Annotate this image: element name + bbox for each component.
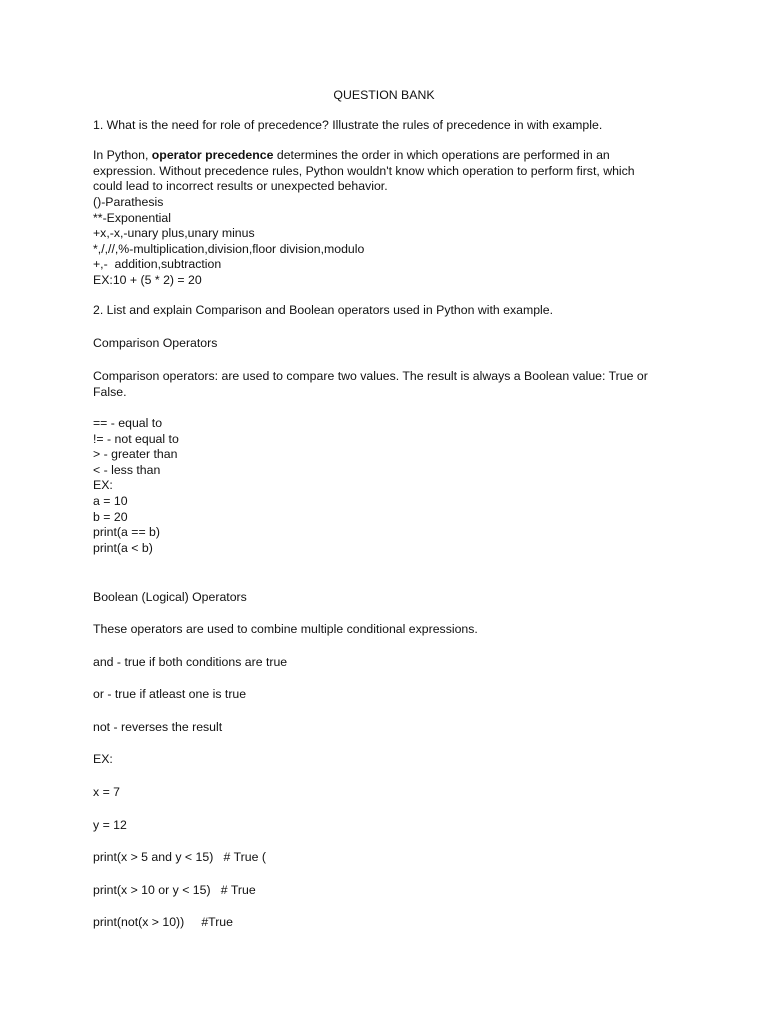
comparison-item: print(a < b) [93, 540, 153, 555]
comparison-item: EX: [93, 478, 113, 493]
precedence-rules [93, 195, 663, 289]
boolean-heading: Boolean (Logical) Operators [93, 590, 247, 604]
rule-line: **-Exponential [93, 210, 171, 225]
comparison-item: > - greater than [93, 447, 178, 462]
comparison-item: == - equal to [93, 416, 163, 430]
comparison-list [93, 416, 663, 556]
boolean-item: print(x > 5 and y < 15) # True ( [93, 850, 266, 864]
comparison-item: < - less than [93, 462, 161, 477]
precedence-intro [93, 148, 663, 195]
boolean-item: EX: [93, 752, 113, 766]
question-1: 1. What is the need for role of precedence? Illustrate the rules of precedence in with example. [93, 118, 603, 132]
boolean-item: x = 7 [93, 785, 121, 799]
intro-text: determines the order in which operations are performed in an expression. Without precedence rules, Python wouldn't know which operation to perform first, which could lead to incorrect results or unexpected behavior. [93, 148, 635, 194]
boolean-item: not - reverses the result [93, 720, 223, 734]
intro-bold-term: operator precedence [151, 148, 274, 162]
rule-line: ()-Parathesis [93, 195, 164, 209]
comparison-description: Comparison operators: are used to compare two values. The result is always a Boolean value: True or False. [93, 369, 648, 399]
comparison-heading: Comparison Operators [93, 336, 218, 350]
comparison-item: != - not equal to [93, 431, 179, 446]
boolean-item: or - true if atleast one is true [93, 687, 247, 701]
comparison-item: b = 20 [93, 509, 128, 524]
rule-line: *,/,//,%-multiplication,division,floor division,modulo [93, 241, 365, 256]
boolean-item: and - true if both conditions are true [93, 655, 288, 669]
boolean-item: print(x > 10 or y < 15) # True [93, 883, 256, 897]
rule-line: +,- addition,subtraction [93, 257, 222, 272]
rule-line: +x,-x,-unary plus,unary minus [93, 226, 255, 241]
comparison-item: a = 10 [93, 493, 128, 508]
boolean-item: print(not(x > 10)) #True [93, 915, 233, 929]
boolean-description: These operators are used to combine multiple conditional expressions. [93, 622, 478, 636]
comparison-item: print(a == b) [93, 525, 160, 540]
question-2: 2. List and explain Comparison and Boolean operators used in Python with example. [93, 303, 554, 317]
boolean-item: y = 12 [93, 818, 127, 832]
intro-text: In Python, [93, 148, 152, 162]
document-title: QUESTION BANK [333, 88, 435, 102]
rule-line: EX:10 + (5 * 2) = 20 [93, 272, 202, 287]
